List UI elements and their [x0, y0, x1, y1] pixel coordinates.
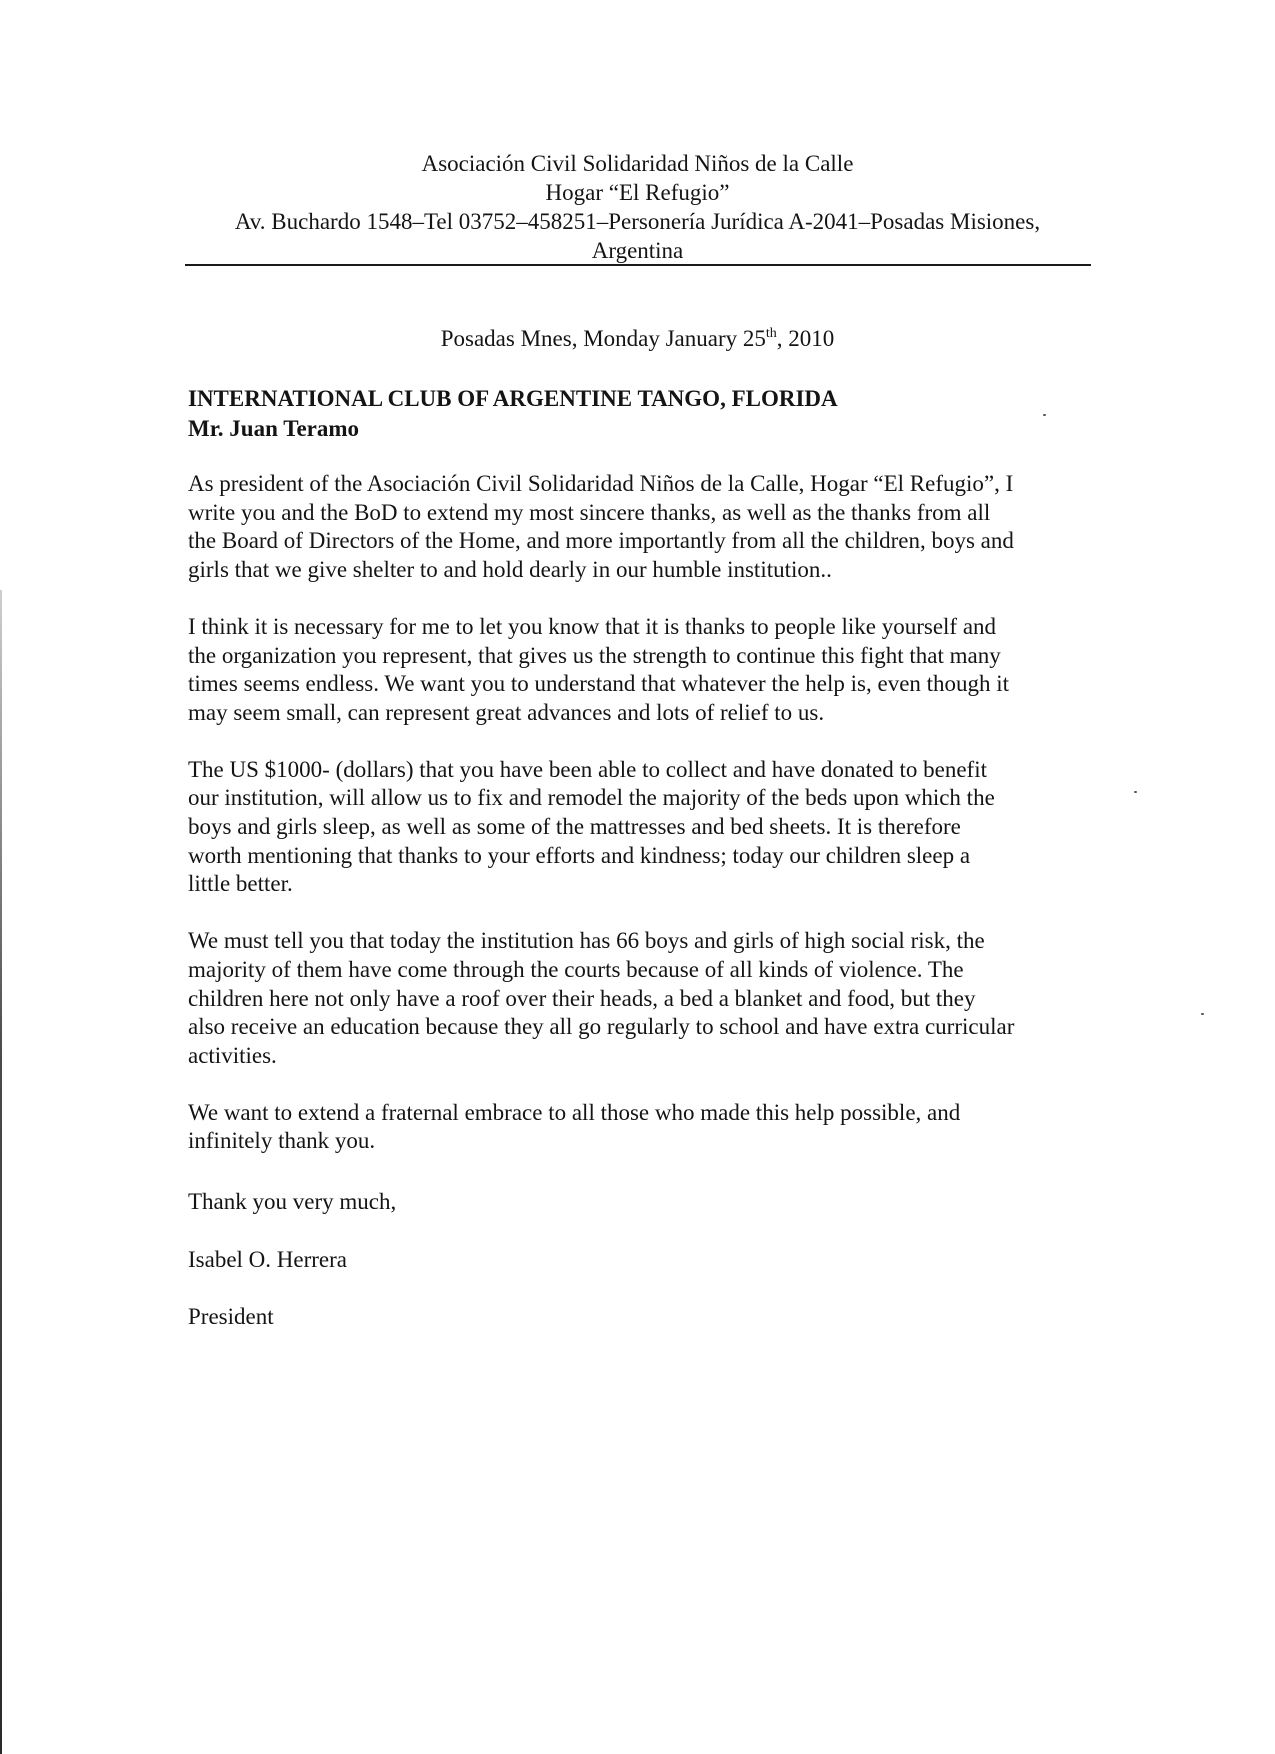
- letterhead-address: Av. Buchardo 1548–Tel 03752–458251–Personería Jurídica A-2041–Posadas Misiones,: [234, 209, 1041, 234]
- date-year: , 2010: [776, 326, 835, 351]
- addressee-name: Mr. Juan Teramo: [188, 416, 360, 441]
- paragraph-line: As president of the Asociación Civil Solidaridad Niños de la Calle, Hogar “El Refugio”, I: [188, 471, 1014, 496]
- scan-speck: [1043, 414, 1046, 416]
- date-ordinal: th: [765, 326, 777, 341]
- paragraph-line: I think it is necessary for me to let you know that it is thanks to people like yourself and: [188, 613, 997, 639]
- paragraph-line: the Board of Directors of the Home, and more importantly from all the children, boys and: [188, 528, 1014, 554]
- letterhead: [185, 149, 1090, 265]
- paragraph-line: worth mentioning that thanks to your efforts and kindness; today our children sleep a: [188, 842, 971, 868]
- paragraph-line: our institution, will allow us to fix and remodel the majority of the beds upon which the: [188, 785, 995, 811]
- addressee-organization: INTERNATIONAL CLUB OF ARGENTINE TANGO, FLORIDA: [188, 386, 838, 411]
- date-text: Posadas Mnes, Monday January 25: [440, 326, 766, 351]
- paragraph-support: [188, 613, 1093, 728]
- paragraph-line: infinitely thank you.: [188, 1128, 376, 1154]
- paragraph-line: children here not only have a roof over their heads, a bed a blanket and food, but they: [188, 985, 976, 1011]
- scan-speck: [1134, 791, 1137, 793]
- paragraph-line: The US $1000- (dollars) that you have been able to collect and have donated to benefit: [188, 756, 987, 782]
- paragraph-line: may seem small, can represent great advances and lots of relief to us.: [188, 699, 825, 725]
- paragraph-thanks: [188, 470, 1093, 585]
- paragraph-line: times seems endless. We want you to understand that whatever the help is, even though it: [188, 671, 1010, 697]
- letterhead-divider: [185, 264, 1091, 266]
- paragraph-line: We want to extend a fraternal embrace to all those who made this help possible, and: [188, 1099, 961, 1125]
- letterhead-country: Argentina: [591, 238, 684, 263]
- paragraph-line: activities.: [188, 1042, 277, 1068]
- letter-date: [185, 324, 1090, 354]
- closing-salutation: Thank you very much,: [188, 1189, 397, 1214]
- addressee-block: [188, 384, 1088, 444]
- paragraph-line: also receive an education because they all go regularly to school and have extra curricular: [188, 1014, 1015, 1040]
- paragraph-line: majority of them have come through the courts because of all kinds of violence. The: [188, 956, 964, 982]
- letterhead-org-name: Asociación Civil Solidaridad Niños de la Calle: [421, 151, 854, 176]
- signer-title: President: [188, 1304, 274, 1329]
- paragraph-line: girls that we give shelter to and hold dearly in our humble institution..: [188, 557, 832, 583]
- letterhead-home-name: Hogar “El Refugio”: [545, 180, 730, 205]
- paragraph-line: little better.: [188, 871, 293, 897]
- paragraph-line: boys and girls sleep, as well as some of the mattresses and bed sheets. It is therefore: [188, 814, 961, 840]
- paragraph-embrace: [188, 1099, 1093, 1156]
- scan-speck: [1201, 1013, 1204, 1015]
- letter-body: [188, 470, 1093, 1156]
- paragraph-donation: [188, 756, 1093, 900]
- paragraph-line: the organization you represent, that gives us the strength to continue this fight that many: [188, 642, 1001, 668]
- paragraph-institution: [188, 927, 1093, 1071]
- paragraph-line: write you and the BoD to extend my most sincere thanks, as well as the thanks from all: [188, 499, 991, 525]
- paragraph-line: We must tell you that today the institution has 66 boys and girls of high social risk, the: [188, 928, 985, 954]
- signer-name: Isabel O. Herrera: [188, 1247, 347, 1272]
